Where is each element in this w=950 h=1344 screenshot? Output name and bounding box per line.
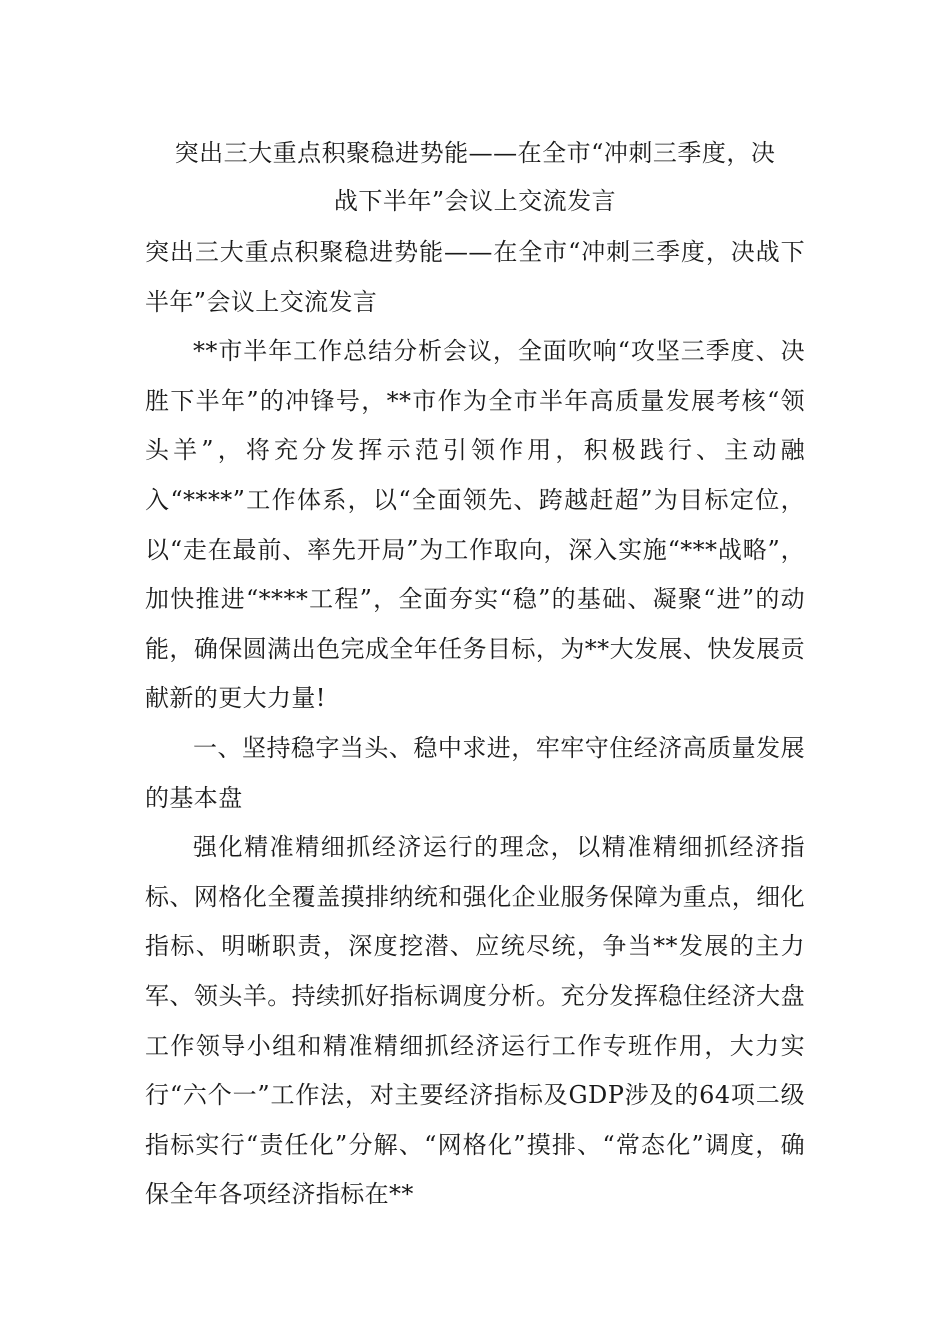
intro-paragraph: **市半年工作总结分析会议，全面吹响“攻坚三季度、决胜下半年”的冲锋号，**市作为全市半年高质量发展考核“领头羊”，将充分发挥示范引领作用，积极践行、主动融入“****”工作体系，以“全面领先、跨越赶超”为目标定位，以“走在最前、率先开局”为工作取向，深入实施“***战略”，加快推进“****工程”，全面夯实“稳”的基础、凝聚“进”的动能，确保圆满出色完成全年任务目标，为**大发展、快发展贡献新的更大力量! — [145, 337, 805, 713]
section-1-paragraph: 强化精准精细抓经济运行的理念，以精准精细抓经济指标、网格化全覆盖摸排纳统和强化企业服务保障为重点，细化指标、明晰职责，深度挖潜、应统尽统，争当**发展的主力军、领头羊。持续抓好指标调度分析。充分发挥稳住经济大盘工作领导小组和精准精细抓经济运行工作专班作用，大力实行“六个一”工作法，对主要经济指标及GDP涉及的64项二级指标实行“责任化”分解、“网格化”摸排、“常态化”调度，确保全年各项经济指标在** — [145, 833, 805, 1209]
title-repeat-paragraph: 突出三大重点积聚稳进势能——在全市“冲刺三季度，决战下半年”会议上交流发言 — [145, 238, 805, 316]
document-title-line-2: 战下半年”会议上交流发言 — [333, 187, 617, 215]
section-heading-1: 一、坚持稳字当头、稳中求进，牢牢守住经济高质量发展的基本盘 — [145, 733, 805, 812]
document-body — [145, 228, 805, 1220]
document-title-line-1: 突出三大重点积聚稳进势能——在全市“冲刺三季度，决 — [174, 139, 776, 167]
